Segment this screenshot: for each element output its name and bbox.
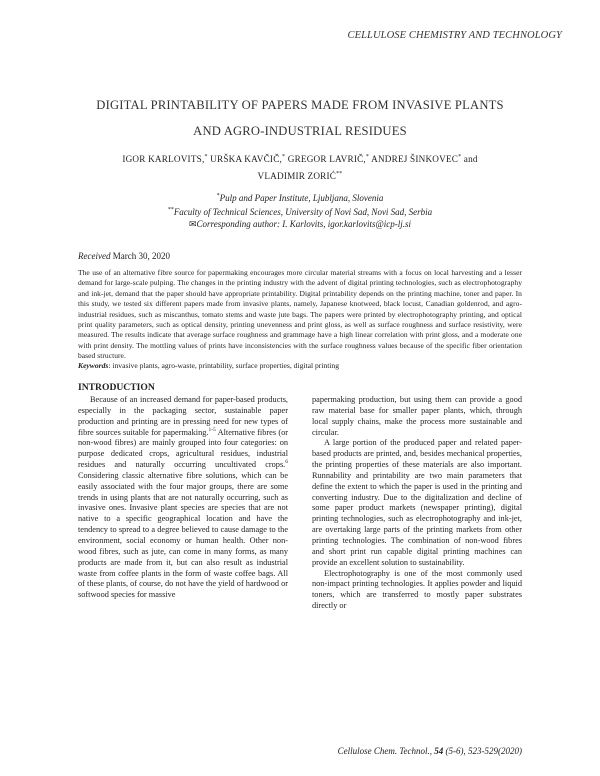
paragraph: Because of an increased demand for paper-based products, especially in the packaging sector, sustainable paper production and printing are in pressing need for new types of fibre sources suitable for papermaking.$^{1-5}$ Alternative fibres (or non-wood fibres) are mainly grouped into four categories: on purpose dedicated crops, agricultural residues, industrial residues and naturally occurring uncultivated crops.$^6$ Considering classic alternative fibre solutions, which can be easily associated with the four major groups, there are some trends in using plants that are not naturally occurring, such as invasive ones. Invasive plant species are species that are not native to a specific geographical location and have the tendency to spread to a degree believed to cause damage to the environment, social economy or human health. Other non-wood fibres, such as jute, can come in many forms, as many products are made from it, but can also result as industrial waste from coffee plants in the form of waste coffee bags. All of these plants, of course, do not have the yield of hardwood or softwood species for massive bbox=[78, 395, 288, 600]
author-4: ANDREJ ŠINKOVEC bbox=[371, 154, 459, 165]
author-and: and bbox=[463, 154, 478, 165]
section-heading-introduction: INTRODUCTION bbox=[78, 382, 155, 393]
citation-ref: 6 bbox=[285, 459, 288, 466]
author-2: URŠKA KAVČIČ, bbox=[210, 154, 283, 165]
author-list bbox=[90, 150, 510, 184]
footer-citation bbox=[338, 746, 522, 756]
envelope-icon: ✉ bbox=[189, 219, 197, 229]
paper-title bbox=[60, 92, 540, 144]
paragraph: papermaking production, but using them can provide a good raw material base for smaller paper plants, which, through local supply chains, make the process more sustainable and circular. bbox=[312, 395, 522, 437]
affiliations bbox=[90, 190, 510, 230]
affiliation-1: Pulp and Paper Institute, Ljubljana, Slovenia bbox=[219, 193, 384, 203]
affiliation-2: Faculty of Technical Sciences, University of Novi Sad, Novi Sad, Serbia bbox=[173, 207, 433, 217]
abstract: The use of an alternative fibre source for papermaking encourages more circular material streams with a focus on local harvesting and a lesser demand for large-scale pulping. The changes in the printing industry with the advent of digital printing technologies, such as electrophotography and ink-jet, demand that the paper should have appropriate printability. Digital printability depends on the printing machine, toner and paper. In this study, we tested six different papers made from invasive plants, namely, Japanese knotweed, black locust, Canadian goldenrod, and agro-industrial residues, such as miscanthus, tomato stems and waste jute bags. The papers were printed by electrophotography printing, and optical print quality parameters, such as optical density, printing unevenness and print gloss, as well as surface roughness and surface resistivity, were measured. The results indicate that average surface roughness and grammage have a high linear correlation with print gloss, and a moderate one with print density. The mottling values of prints have inconsistencies with the surface roughness values because of the specific fiber orientation based structure. bbox=[78, 268, 522, 361]
author-2-mark: * bbox=[282, 154, 286, 160]
footer-journal: Cellulose Chem. Technol., bbox=[337, 746, 433, 756]
citation-ref: 1-5 bbox=[208, 426, 216, 433]
paragraph: Electrophotography is one of the most commonly used non-impact printing technologies. It applies powder and liquid toners, which are transferred to mostly paper substrates directly or bbox=[312, 568, 522, 611]
body-column-right bbox=[312, 395, 522, 612]
author-5-mark: ** bbox=[336, 171, 343, 178]
author-5: VLADIMIR ZORIĆ bbox=[257, 171, 337, 182]
received-date bbox=[78, 251, 170, 261]
received-value: March 30, 2020 bbox=[112, 251, 170, 261]
journal-header: CELLULOSE CHEMISTRY AND TECHNOLOGY bbox=[347, 30, 562, 41]
affiliation-1-mark: * bbox=[216, 193, 220, 199]
corresponding-author: Corresponding author: I. Karlovits, igor.karlovits@icp-lj.si bbox=[196, 219, 411, 229]
title-line-2: AND AGRO-INDUSTRIAL RESIDUES bbox=[193, 124, 407, 138]
body-column-left bbox=[78, 395, 288, 601]
received-label: Received bbox=[78, 251, 111, 261]
author-1: IGOR KARLOVITS, bbox=[122, 154, 205, 165]
affiliation-2-mark: ** bbox=[167, 207, 174, 213]
author-3-mark: * bbox=[365, 154, 370, 160]
keywords-value: : invasive plants, agro-waste, printability, surface properties, digital printing bbox=[108, 361, 340, 370]
footer-issue-pages: (5-6), 523-529(2020) bbox=[445, 746, 522, 756]
footer-volume: 54 bbox=[434, 746, 444, 756]
title-line-1: DIGITAL PRINTABILITY OF PAPERS MADE FROM INVASIVE PLANTS bbox=[96, 98, 504, 112]
author-3: GREGOR LAVRIČ, bbox=[287, 154, 366, 165]
paragraph: A large portion of the produced paper and related paper-based products are printed, and, besides mechanical properties, the printing properties of these materials are also important. Runnability and printability are two main parameters that define the extent to which the paper is used in the printing and converting industry. Due to the digitalization and decline of some paper product markets (newspaper printing), digital printing technologies, such as electrophotography and ink-jet, are overtaking large parts of the printing markets from other printing technologies. The combination of non-wood fibres and short print run capable digital printing machines can provide an excellent solution to sustainability. bbox=[312, 438, 522, 567]
keywords bbox=[78, 361, 522, 370]
author-4-mark: * bbox=[458, 154, 462, 160]
keywords-label: Keywords bbox=[78, 361, 109, 370]
author-1-mark: * bbox=[204, 154, 208, 160]
